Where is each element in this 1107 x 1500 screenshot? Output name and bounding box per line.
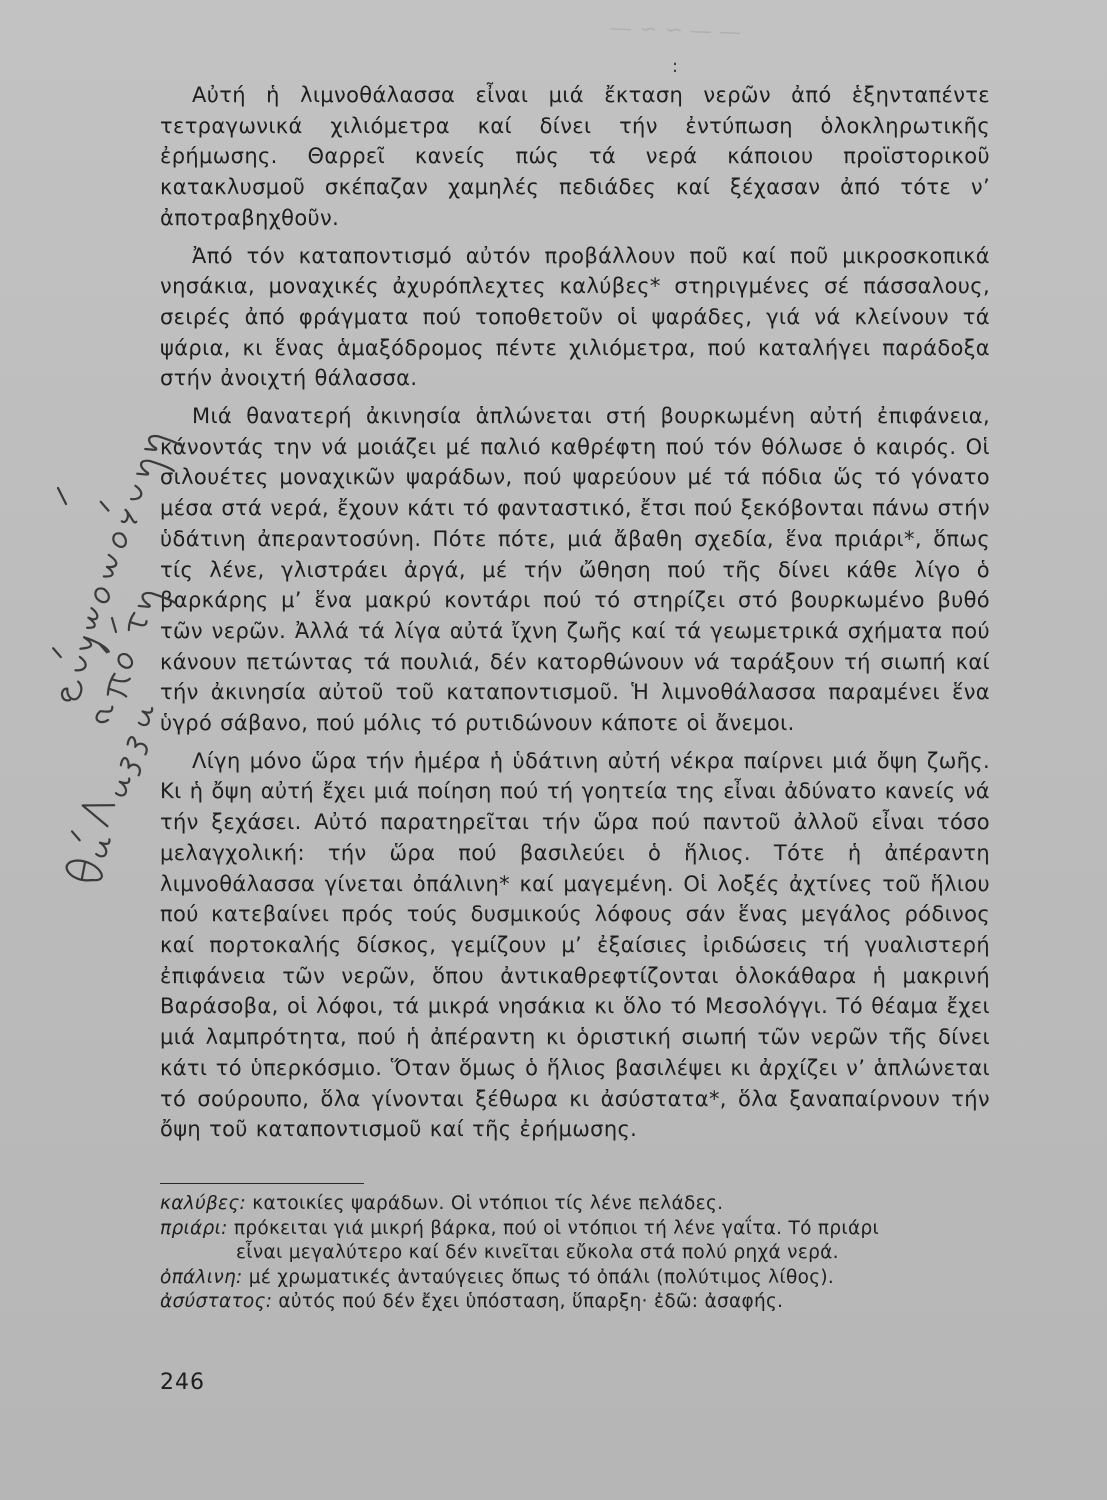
footnote bbox=[160, 1192, 990, 1217]
footnote-text: μέ χρωματικές ἀνταύγειες ὅπως τό ὀπάλι (πολύτιμος λίθος). bbox=[248, 1266, 835, 1288]
footnote-separator bbox=[160, 1183, 364, 1184]
footnotes bbox=[160, 1192, 990, 1315]
footnote-text: αὐτός πού δέν ἔχει ὑπόσταση, ὕπαρξη· ἐδῶ: ἀσαφής. bbox=[278, 1291, 784, 1312]
stray-mark: : bbox=[672, 56, 679, 77]
footnote-term: ὀπάλινη: bbox=[160, 1266, 243, 1288]
paragraph: Λίγη μόνο ὥρα τήν ἡμέρα ἡ ὑδάτινη αὐτή νέκρα παίρνει μιά ὄψη ζωῆς. Κι ἡ ὄψη αὐτή ἔχει μιά ποίηση πού τή γοητεία της εἶναι ἀδύνατο κανείς νά τήν ξεχάσει. Αὐτό παρατηρεῖται τήν ὥρα πού παντοῦ ἀλλοῦ εἶναι τόσο μελαγχολική: τήν ὥρα πού βασιλεύει ὁ ἥλιος. Τότε ἡ ἀπέραντη λιμνοθάλασσα γίνεται ὀπάλινη* καί μαγεμένη. Οἱ λοξές ἀχτίνες τοῦ ἥλιου πού κατεβαίνει πρός τούς δυσμικούς λόφους σάν ἕνας μεγάλος ρόδινος καί πορτοκαλής δίσκος, γεμίζουν μ’ ἐξαίσιες ἰριδώσεις τή γυαλιστερή ἐπιφάνεια τῶν νερῶν, ὅπου ἀντικαθρεφτίζονται ὁλοκάθαρα ἡ μακρινή Βαράσοβα, οἱ λόφοι, τά μικρά νησάκια κι ὅλο τό Μεσολόγγι. Τό θέαμα ἔχει μιά λαμπρότητα, πού ἡ ἀπέραντη κι ὁριστική σιωπή τῶν νερῶν τῆς δίνει κάτι τό ὑπερκόσμιο. Ὅταν ὅμως ὁ ἥλιος βασιλέψει κι ἀρχίζει ν’ ἁπλώνεται τό σούρουπο, ὅλα γίνονται ξέθωρα κι ἀσύστατα*, ὅλα ξαναπαίρνουν τήν ὄψη τοῦ καταποντισμοῦ καί τῆς ἐρήμωσης. bbox=[160, 748, 990, 1142]
footnote-term: ἀσύστατος: bbox=[160, 1291, 273, 1312]
main-text bbox=[160, 80, 990, 1152]
paragraph: Μιά θανατερή ἀκινησία ἁπλώνεται στή βουρκωμένη αὐτή ἐπιφάνεια, κάνοντάς την νά μοιάζει μέ παλιό καθρέφτη πού τόν θόλωσε ὁ καιρός. Οἱ σιλουέτες μοναχικῶν ψαράδων, πού ψαρεύουν μέ τά πόδια ὥς τό γόνατο μέσα στά νερά, ἔχουν κάτι τό φανταστικό, ἔτσι πού ξεκόβονται πάνω στήν ὑδάτινη ἀπεραντοσύνη. Πότε πότε, μιά ἄβαθη σχεδία, ἕνα πριάρι*, ὅπως τίς λένε, γλιστράει ἀργά, μέ τήν ὤθηση πού τῆς δίνει κάθε λίγο ὁ βαρκάρης μ’ ἕνα μακρύ κοντάρι πού τό στηρίζει στό βουρκωμένο βυθό τῶν νερῶν. Ἀλλά τά λίγα αὐτά ἴχνη ζωῆς καί τά γεωμετρικά σχήματα πού κάνουν πετώντας τά πουλιά, δέν κατορθώνουν νά ταράξουν τή σιωπή καί τήν ἀκινησία αὐτοῦ τοῦ καταποντισμοῦ. Ἡ λιμνοθάλασσα παραμένει ἕνα ὑγρό σάβανο, πού μόλις τό ρυτιδώνουν κάποτε οἱ ἄνεμοι. bbox=[160, 404, 990, 736]
footnote bbox=[160, 1266, 990, 1291]
footnote-text: πρόκειται γιά μικρή βάρκα, πού οἱ ντόπιοι τή λένε γαΐτα. Τό πριάρι bbox=[233, 1217, 880, 1239]
footnote-continuation: εἶναι μεγαλύτερο καί δέν κινεῖται εὔκολα στά πολύ ρηχά νερά. bbox=[236, 1242, 839, 1263]
footnote-term: καλύβες: bbox=[160, 1193, 247, 1214]
footnote bbox=[160, 1217, 990, 1242]
show-through-text: — — ~ ~ — bbox=[609, 15, 742, 46]
page-number: 246 bbox=[160, 1370, 205, 1395]
footnote-term: πριάρι: bbox=[160, 1217, 228, 1239]
paragraph: Αὐτή ἡ λιμνοθάλασσα εἶναι μιά ἔκταση νερῶν ἀπό ἑξηνταπέντε τετραγωνικά χιλιόμετρα καί δίνει τήν ἐντύπωση ὁλοκληρωτικῆς ἐρήμωσης. Θαρρεῖ κανείς πώς τά νερά κάποιου προϊστορικοῦ κατακλυσμοῦ σκέπαζαν χαμηλές πεδιάδες καί ξέχασαν ἀπό τότε ν’ ἀποτραβηχθοῦν. bbox=[160, 83, 990, 230]
footnote-text: κατοικίες ψαράδων. Οἱ ντόπιοι τίς λένε πελάδες. bbox=[252, 1193, 724, 1214]
footnote bbox=[160, 1290, 990, 1315]
paragraph: Ἀπό τόν καταποντισμό αὐτόν προβάλλουν ποῦ καί ποῦ μικροσκοπικά νησάκια, μοναχικές ἀχυρόπλεχτες καλύβες* στηριγμένες σέ πάσσαλους, σειρές ἀπό φράγματα πού τοποθετοῦν οἱ ψαράδες, γιά νά κλείνουν τά ψάρια, κι ἕνας ἁμαξόδρομος πέντε χιλιόμετρα, πού καταλήγει παράδοξα στήν ἀνοιχτή θάλασσα. bbox=[160, 243, 990, 391]
